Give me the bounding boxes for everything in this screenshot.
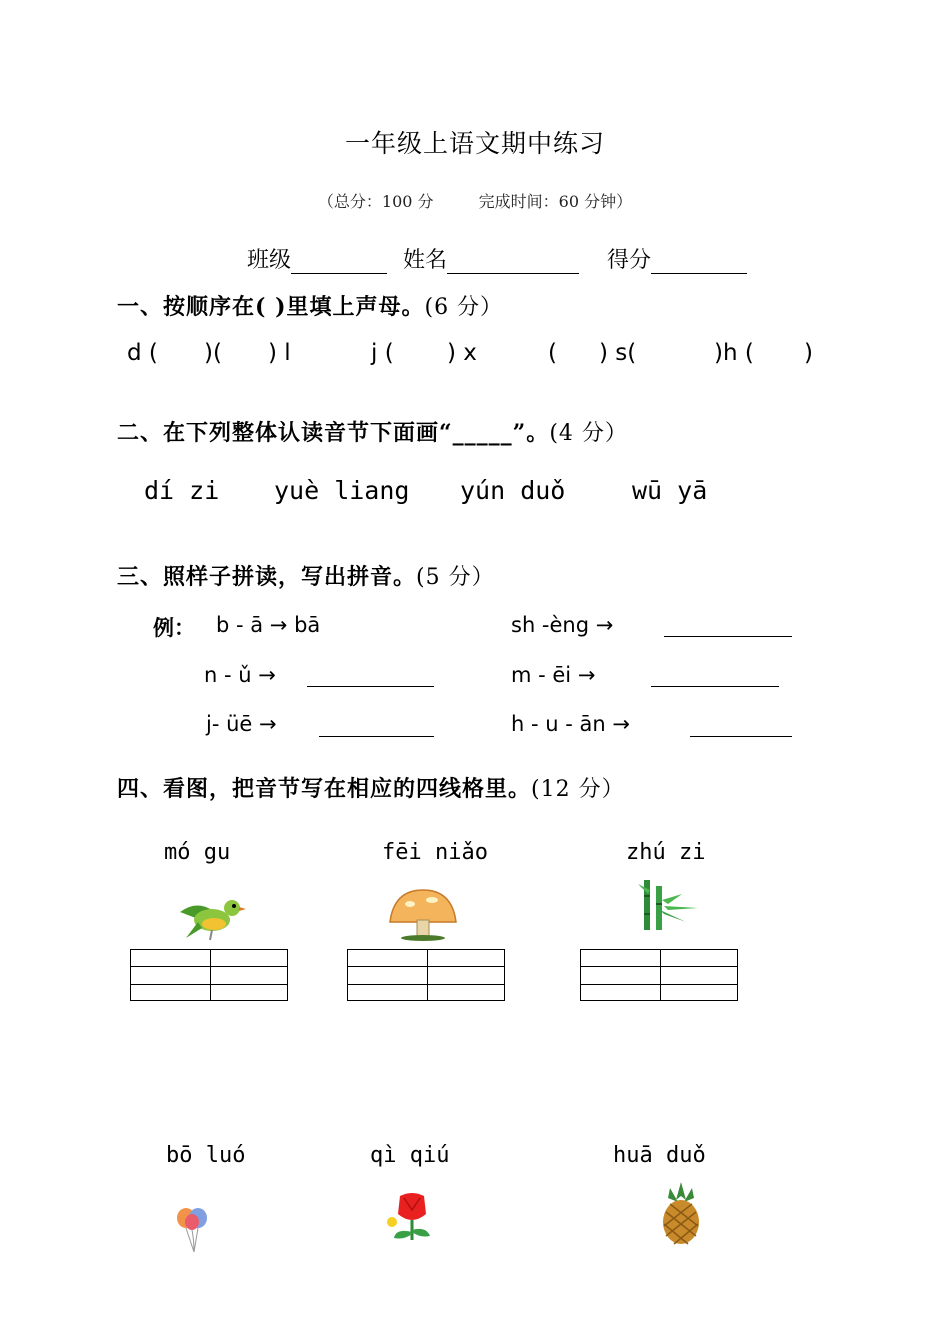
q2-points: (4 分） (549, 421, 628, 446)
q1-heading (117, 290, 503, 321)
score-blank[interactable] (651, 251, 747, 274)
example-label: 例： (153, 615, 195, 640)
time-limit: 完成时间：60 分钟） (478, 192, 633, 211)
q1-item: j ( (371, 340, 394, 366)
answer-line[interactable] (307, 686, 434, 687)
q3-item: m - ēi → (511, 663, 596, 687)
class-blank[interactable] (291, 251, 387, 274)
q3-item: j- üē → (206, 712, 277, 736)
answer-line[interactable] (690, 736, 792, 737)
total-score: （总分：100 分 (317, 192, 434, 211)
flower-icon (386, 1192, 436, 1244)
bird-icon (176, 892, 246, 944)
q1-item: d ( (127, 340, 158, 366)
pinyin-label: zhú zi (626, 840, 706, 865)
q2-title: 二、在下列整体认读音节下面画“_____”。 (117, 420, 550, 446)
q1-item: ) x (447, 340, 477, 366)
q3-item: h - u - ān → (511, 712, 630, 736)
q2-word[interactable]: dí zi (144, 476, 220, 505)
answer-line[interactable] (319, 736, 434, 737)
page-title: 一年级上语文期中练习 (344, 129, 605, 158)
q2-word[interactable]: wū yā (632, 476, 708, 505)
q1-item: ( (548, 340, 557, 366)
example-text: b - ā → bā (216, 613, 321, 637)
answer-line[interactable] (664, 636, 792, 637)
q1-points: (6 分） (424, 295, 504, 320)
q3-item: sh -èng → (511, 613, 614, 637)
pinyin-label: huā duǒ (613, 1143, 706, 1168)
q4-title: 四、看图，把音节写在相应的四线格里。 (117, 776, 532, 802)
pinyin-label: bō luó (166, 1143, 246, 1168)
score-label: 得分 (607, 248, 652, 273)
q2-heading (117, 416, 628, 447)
pinyin-label: fēi niǎo (382, 840, 488, 865)
q1-item: ) (804, 340, 813, 366)
q3-points: (5 分） (416, 565, 495, 590)
mushroom-icon (386, 888, 460, 942)
pinyin-label: mó gu (164, 840, 231, 865)
q1-item: ) l (268, 340, 291, 366)
q4-points: (12 分） (531, 777, 625, 802)
q1-item: )h ( (714, 340, 754, 366)
four-line-grid[interactable] (580, 949, 738, 1001)
class-field[interactable] (247, 243, 387, 274)
q4-heading (117, 772, 625, 803)
name-label: 姓名 (403, 248, 448, 273)
q3-heading (117, 560, 495, 591)
bamboo-icon (638, 880, 702, 930)
four-line-grid[interactable] (130, 949, 288, 1001)
pinyin-label: qì qiú (370, 1143, 450, 1168)
q2-word[interactable]: yuè liang (274, 476, 410, 505)
q3-item: n - ǔ → (204, 663, 276, 687)
name-field[interactable] (403, 243, 579, 274)
name-blank[interactable] (447, 251, 579, 274)
q1-item: )( (204, 340, 222, 366)
q1-title: 一、按顺序在( )里填上声母。 (117, 294, 425, 320)
class-label: 班级 (247, 248, 292, 273)
balloon-icon (172, 1204, 218, 1254)
answer-line[interactable] (651, 686, 779, 687)
four-line-grid[interactable] (347, 949, 505, 1001)
score-field[interactable] (607, 243, 747, 274)
pineapple-icon (658, 1182, 704, 1246)
q3-title: 三、照样子拼读，写出拼音。 (117, 564, 417, 590)
exam-meta (0, 189, 950, 212)
q1-item: ) s( (599, 340, 637, 366)
q2-word[interactable]: yún duǒ (460, 476, 566, 505)
